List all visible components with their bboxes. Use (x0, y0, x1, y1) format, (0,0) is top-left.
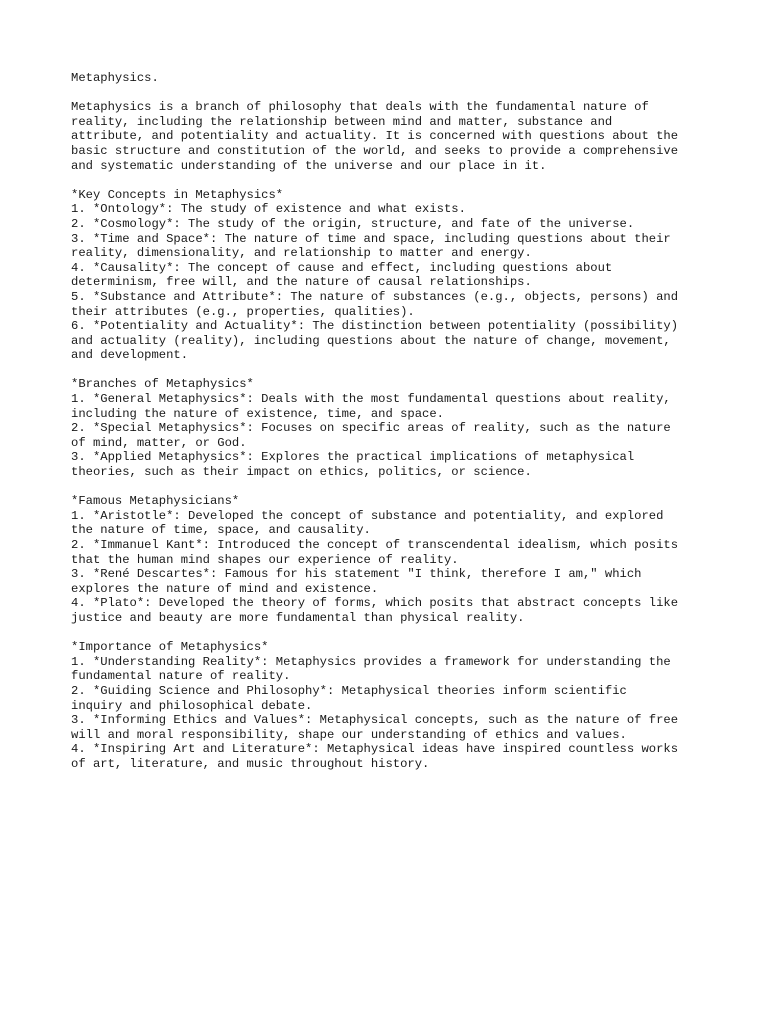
section-line: and actuality (reality), including questions about the nature of change, movement, (71, 333, 671, 348)
section-line: that the human mind shapes our experience of reality. (71, 552, 459, 567)
intro-line: basic structure and constitution of the world, and seeks to provide a comprehensive (71, 143, 679, 158)
spacer (71, 626, 711, 641)
intro-line: Metaphysics is a branch of philosophy that deals with the fundamental nature of (71, 100, 649, 115)
section-heading: *Importance of Metaphysics* (71, 640, 269, 655)
document-page (71, 71, 711, 772)
section-importance (71, 640, 711, 771)
section-line: 5. *Substance and Attribute*: The nature of substances (e.g., objects, persons) and (71, 289, 679, 304)
section-line: theories, such as their impact on ethics, politics, or science. (71, 465, 532, 480)
section-line: determinism, free will, and the nature of causal relationships. (71, 275, 532, 290)
intro-line: attribute, and potentiality and actuality. It is concerned with questions about the (71, 129, 679, 144)
intro-line: reality, including the relationship between mind and matter, substance and (71, 114, 613, 129)
section-line: explores the nature of mind and existence. (71, 581, 379, 596)
section-branches (71, 377, 711, 479)
section-line: 2. *Special Metaphysics*: Focuses on specific areas of reality, such as the nature (71, 421, 671, 436)
section-key-concepts (71, 188, 711, 363)
section-line: reality, dimensionality, and relationship to matter and energy. (71, 246, 532, 261)
document-title: Metaphysics. (71, 71, 159, 85)
spacer (71, 173, 711, 188)
section-line: of mind, matter, or God. (71, 435, 247, 450)
section-line: fundamental nature of reality. (71, 669, 291, 684)
spacer (71, 480, 711, 495)
section-line: of art, literature, and music throughout history. (71, 756, 430, 771)
section-heading: *Key Concepts in Metaphysics* (71, 187, 284, 202)
section-heading: *Famous Metaphysicians* (71, 494, 240, 509)
intro-paragraph (71, 100, 711, 173)
section-line: 4. *Causality*: The concept of cause and effect, including questions about (71, 260, 613, 275)
section-line: 2. *Guiding Science and Philosophy*: Metaphysical theories inform scientific (71, 683, 627, 698)
section-line: their attributes (e.g., properties, qualities). (71, 304, 415, 319)
section-line: will and moral responsibility, shape our understanding of ethics and values. (71, 727, 627, 742)
spacer (71, 86, 711, 101)
section-line: the nature of time, space, and causality. (71, 523, 371, 538)
section-line: 3. *Informing Ethics and Values*: Metaphysical concepts, such as the nature of free (71, 713, 679, 728)
section-line: including the nature of existence, time, and space. (71, 406, 444, 421)
section-line: 3. *René Descartes*: Famous for his statement "I think, therefore I am," which (71, 567, 642, 582)
section-line: 3. *Time and Space*: The nature of time and space, including questions about their (71, 231, 671, 246)
section-line: 1. *Ontology*: The study of existence and what exists. (71, 202, 466, 217)
section-line: 2. *Cosmology*: The study of the origin, structure, and fate of the universe. (71, 216, 635, 231)
section-famous-metaphysicians (71, 494, 711, 625)
section-line: 3. *Applied Metaphysics*: Explores the practical implications of metaphysical (71, 450, 635, 465)
section-line: inquiry and philosophical debate. (71, 698, 313, 713)
section-line: 4. *Plato*: Developed the theory of forms, which posits that abstract concepts like (71, 596, 679, 611)
section-line: 1. *General Metaphysics*: Deals with the most fundamental questions about reality, (71, 392, 671, 407)
spacer (71, 363, 711, 378)
section-line: 4. *Inspiring Art and Literature*: Metaphysical ideas have inspired countless works (71, 742, 679, 757)
section-line: 1. *Understanding Reality*: Metaphysics provides a framework for understanding the (71, 654, 671, 669)
intro-line: and systematic understanding of the universe and our place in it. (71, 158, 547, 173)
section-heading: *Branches of Metaphysics* (71, 377, 254, 392)
section-line: 1. *Aristotle*: Developed the concept of substance and potentiality, and explored (71, 508, 664, 523)
section-line: justice and beauty are more fundamental than physical reality. (71, 610, 525, 625)
section-line: 6. *Potentiality and Actuality*: The distinction between potentiality (possibility) (71, 319, 679, 334)
section-line: 2. *Immanuel Kant*: Introduced the concept of transcendental idealism, which posits (71, 538, 679, 552)
section-line: and development. (71, 348, 189, 363)
